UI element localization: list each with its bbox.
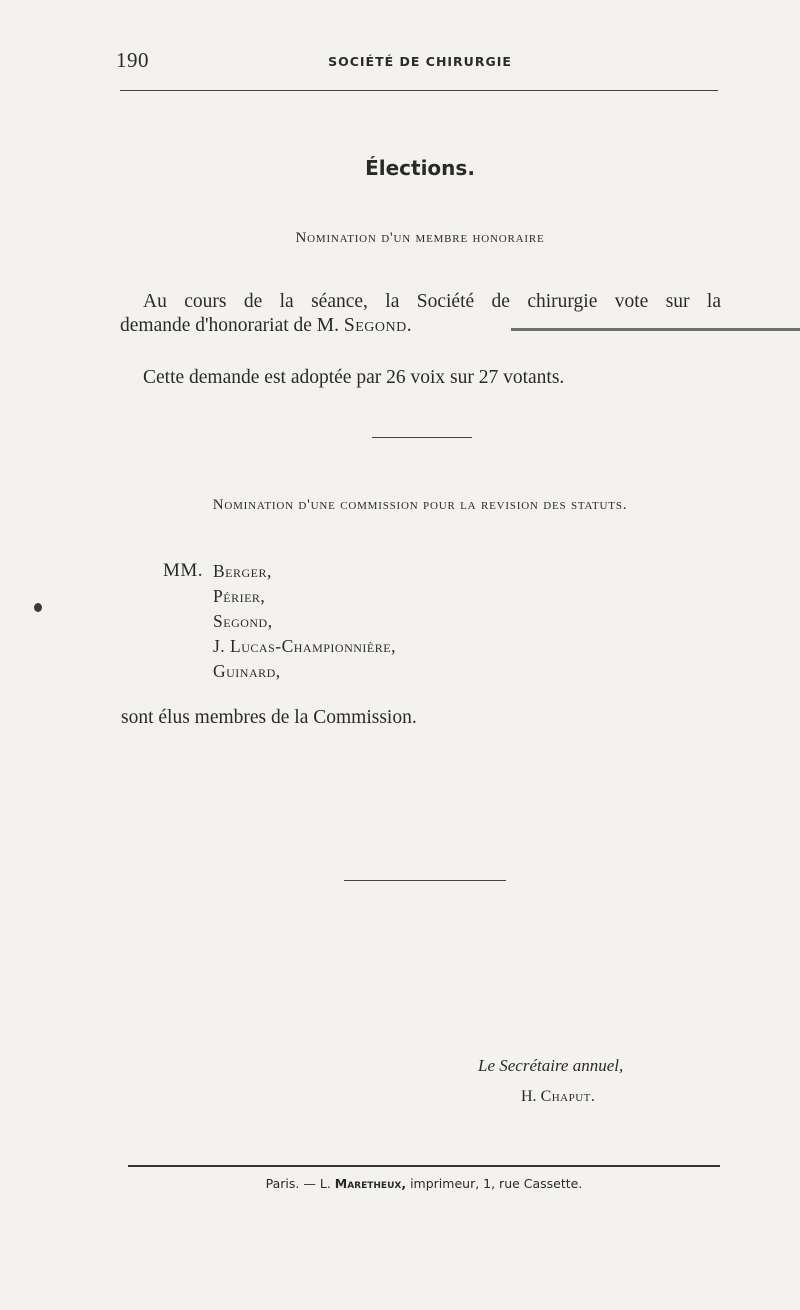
imprint-initial: L. <box>319 1176 331 1191</box>
printer-imprint <box>128 1176 720 1191</box>
imprint-printer-name: Maretheux, <box>334 1176 407 1191</box>
honorary-paragraph-end: . <box>406 315 412 336</box>
header-rule <box>120 90 718 91</box>
messieurs-label: MM. <box>163 560 204 581</box>
commission-member: J. Lucas-Championnière, <box>213 636 396 656</box>
vote-result-paragraph: Cette demande est adoptée par 26 voix sur 27 votants. <box>143 367 565 388</box>
commission-member: Segond, <box>213 611 273 631</box>
honorary-paragraph-prefix: demande d'honorariat de M. <box>120 315 340 336</box>
section-title: Élections. <box>365 156 475 180</box>
signature-name <box>521 1088 595 1106</box>
signature-surname: Chaput. <box>540 1088 596 1105</box>
commission-member-list <box>213 559 396 684</box>
honorary-paragraph-line-2 <box>120 314 412 338</box>
end-separator-rule <box>344 880 506 881</box>
commission-member: Berger, <box>213 561 272 581</box>
footer-rule <box>128 1165 720 1167</box>
running-title: SOCIÉTÉ DE CHIRURGIE <box>328 54 512 69</box>
page-number: 190 <box>116 48 149 72</box>
honorary-paragraph-line-1: Au cours de la séance, la Société de chirurgie vote sur la <box>143 291 721 312</box>
signature-initial: H. <box>521 1088 537 1105</box>
imprint-city: Paris. — <box>265 1176 316 1191</box>
imprint-address: imprimeur, 1, rue Cassette. <box>410 1176 583 1191</box>
margin-mark-rule <box>511 328 800 331</box>
commission-member: Périer, <box>213 586 266 606</box>
commission-closing-sentence: sont élus membres de la Commission. <box>121 707 417 728</box>
honorary-candidate-name: Segond <box>343 315 407 336</box>
ink-speck <box>34 603 42 612</box>
commission-member: Guinard, <box>213 661 281 681</box>
signature-title: Le Secrétaire annuel, <box>478 1056 624 1075</box>
honorary-member-heading: Nomination d'un membre honoraire <box>295 230 545 246</box>
section-separator-rule <box>372 437 472 438</box>
commission-heading: Nomination d'une commission pour la revision des statuts. <box>212 497 628 513</box>
